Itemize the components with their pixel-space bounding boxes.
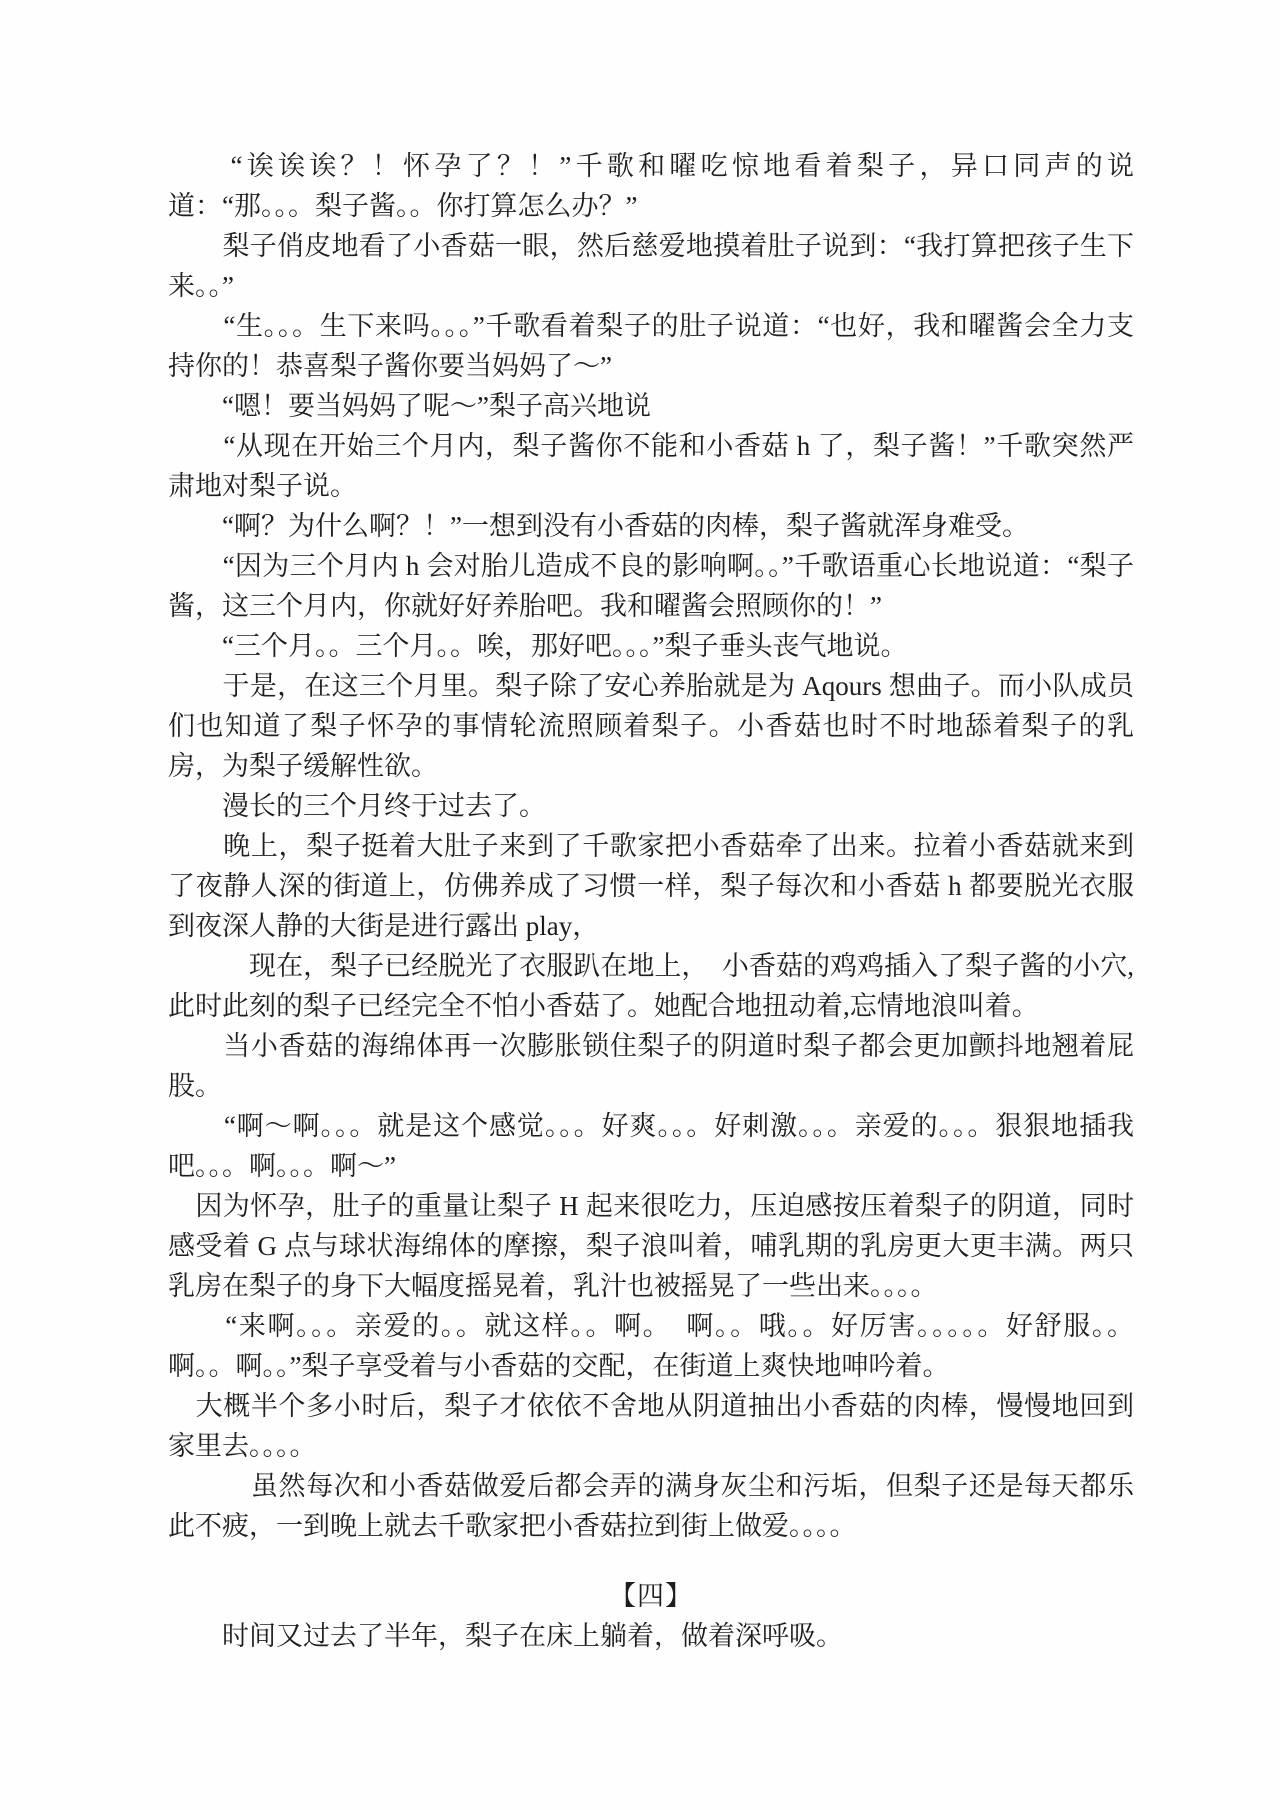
paragraph: 大概半个多小时后，梨子才依依不舍地从阴道抽出小香菇的肉棒，慢慢地回到家里去。。。。 bbox=[168, 1391, 1134, 1461]
paragraph: 现在，梨子已经脱光了衣服趴在地上， 小香菇的鸡鸡插入了梨子酱的小穴,此时此刻的梨子已经完全不怕小香菇了。她配合地扭动着,忘情地浪叫着。 bbox=[168, 951, 1134, 1021]
paragraph: “嗯！要当妈妈了呢～”梨子高兴地说 bbox=[168, 391, 651, 421]
paragraph: “三个月。。三个月。。唉，那好吧。。。”梨子垂头丧气地说。 bbox=[168, 631, 908, 661]
paragraph: “啊～啊。。。就是这个感觉。。。好爽。。。好刺激。。。亲爱的。。。狠狠地插我吧。。。啊。。。啊～” bbox=[168, 1111, 1134, 1181]
section-heading: 【四】 bbox=[609, 1581, 693, 1611]
paragraph: “从现在开始三个月内，梨子酱你不能和小香菇 h 了，梨子酱！”千歌突然严肃地对梨子说。 bbox=[168, 431, 1134, 501]
paragraph: 虽然每次和小香菇做爱后都会弄的满身灰尘和污垢，但梨子还是每天都乐此不疲，一到晚上就去千歌家把小香菇拉到街上做爱。。。。 bbox=[168, 1471, 1134, 1541]
paragraph: 于是，在这三个月里。梨子除了安心养胎就是为 Aqours 想曲子。而小队成员们也知道了梨子怀孕的事情轮流照顾着梨子。小香菇也时不时地舔着梨子的乳房，为梨子缓解性欲。 bbox=[168, 671, 1134, 781]
document-text-block bbox=[168, 146, 1134, 1656]
paragraph: 梨子俏皮地看了小香菇一眼，然后慈爱地摸着肚子说到：“我打算把孩子生下来。。” bbox=[168, 231, 1134, 301]
paragraph: 当小香菇的海绵体再一次膨胀锁住梨子的阴道时梨子都会更加颤抖地翘着屁股。 bbox=[168, 1031, 1134, 1101]
paragraph: 因为怀孕，肚子的重量让梨子 H 起来很吃力，压迫感按压着梨子的阴道，同时感受着 G 点与球状海绵体的摩擦，梨子浪叫着，哺乳期的乳房更大更丰满。两只乳房在梨子的身下大幅度摇晃着，乳汁也被摇晃了一些出来。。。。 bbox=[168, 1191, 1134, 1301]
closing-paragraph: 时间又过去了半年，梨子在床上躺着，做着深呼吸。 bbox=[168, 1621, 843, 1651]
paragraph: “生。。。生下来吗。。。”千歌看着梨子的肚子说道：“也好，我和曜酱会全力支持你的！恭喜梨子酱你要当妈妈了～” bbox=[168, 311, 1134, 381]
paragraph: “诶诶诶？！怀孕了？！”千歌和曜吃惊地看着梨子，异口同声的说道：“那。。。梨子酱。。你打算怎么办？” bbox=[168, 151, 1134, 221]
paragraph: “啊？为什么啊？！”一想到没有小香菇的肉棒，梨子酱就浑身难受。 bbox=[168, 511, 1029, 541]
paragraph: “来啊。。。亲爱的。。就这样。。啊。 啊。。哦。。好厉害。。。。。好舒服。。啊。。啊。。”梨子享受着与小香菇的交配，在街道上爽快地呻吟着。 bbox=[168, 1311, 1134, 1381]
paragraph: 漫长的三个月终于过去了。 bbox=[168, 791, 546, 821]
paragraph: 晚上，梨子挺着大肚子来到了千歌家把小香菇牵了出来。拉着小香菇就来到了夜静人深的街道上，仿佛养成了习惯一样，梨子每次和小香菇 h 都要脱光衣服到夜深人静的大街是进行露出 play， bbox=[168, 831, 1134, 941]
paragraph: “因为三个月内 h 会对胎儿造成不良的影响啊。。”千歌语重心长地说道：“梨子酱，这三个月内，你就好好养胎吧。我和曜酱会照顾你的！” bbox=[168, 551, 1134, 621]
